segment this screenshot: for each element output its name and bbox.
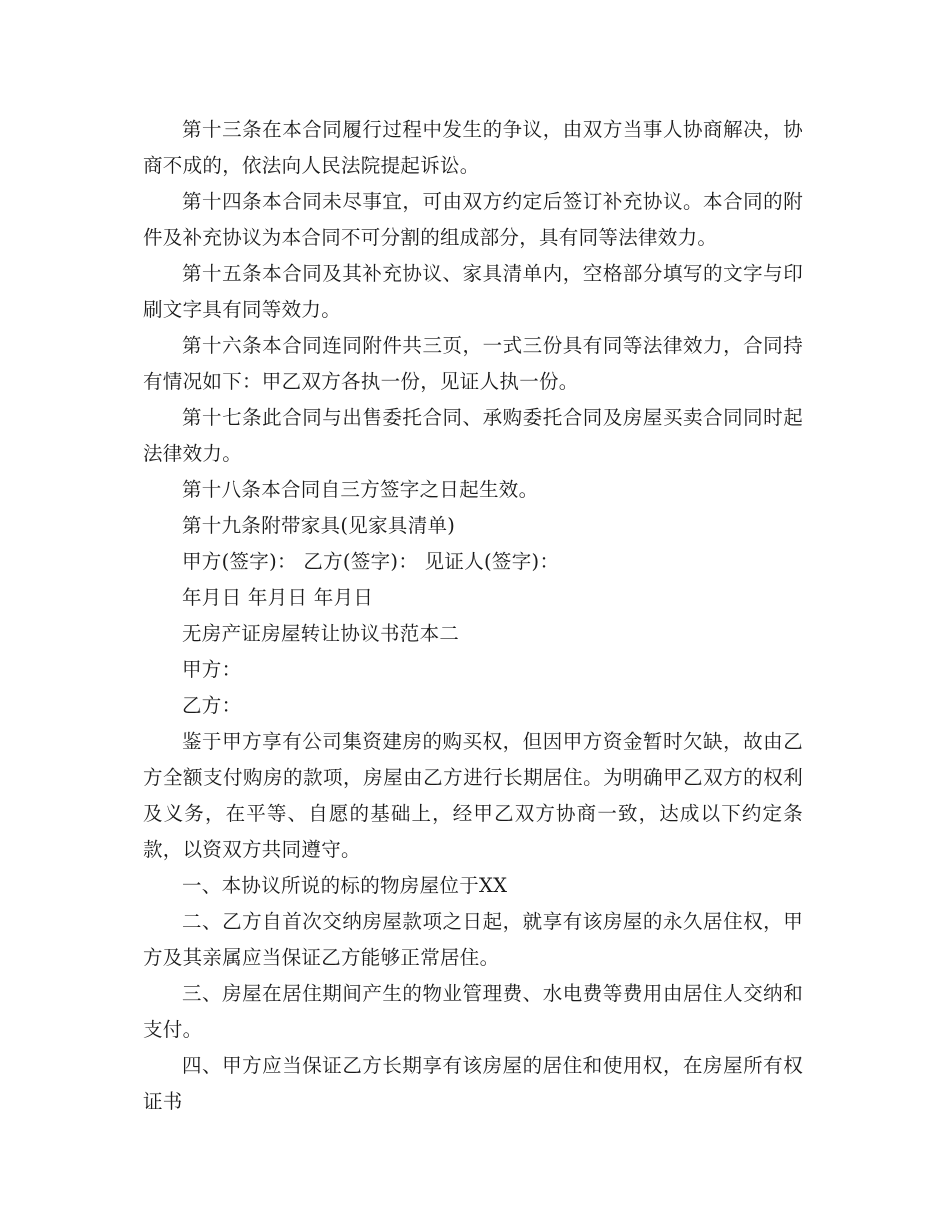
article-2: 二、乙方自首次交纳房屋款项之日起，就享有该房屋的永久居住权，甲方及其亲属应当保证乙方能够正常居住。 xyxy=(143,910,803,969)
section-title: 无房产证房屋转让协议书范本二 xyxy=(182,622,460,645)
clause-19: 第十九条附带家具(见家具清单) xyxy=(182,514,456,537)
clause-17: 第十七条此合同与出售委托合同、承购委托合同及房屋买卖合同同时起法律效力。 xyxy=(143,406,803,465)
clause-16: 第十六条本合同连同附件共三页，一式三份具有同等法律效力，合同持有情况如下：甲乙双方各执一份，见证人执一份。 xyxy=(143,334,803,393)
clause-15: 第十五条本合同及其补充协议、家具清单内，空格部分填写的文字与印刷文字具有同等效力。 xyxy=(143,262,803,321)
document-body xyxy=(143,112,803,1120)
article-4: 四、甲方应当保证乙方长期享有该房屋的居住和使用权，在房屋所有权证书 xyxy=(143,1054,803,1113)
signature-line: 甲方(签字)： 乙方(签字)： 见证人(签字)： xyxy=(182,550,560,573)
article-3: 三、房屋在居住期间产生的物业管理费、水电费等费用由居住人交纳和支付。 xyxy=(143,982,803,1041)
preamble-paragraph: 鉴于甲方享有公司集资建房的购买权，但因甲方资金暂时欠缺，故由乙方全额支付购房的款项，房屋由乙方进行长期居住。为明确甲乙双方的权利及义务，在平等、自愿的基础上，经甲乙双方协商一致，达成以下约定条款，以资双方共同遵守。 xyxy=(143,730,803,861)
clause-13: 第十三条在本合同履行过程中发生的争议，由双方当事人协商解决，协商不成的，依法向人民法院提起诉讼。 xyxy=(143,118,803,177)
date-line: 年月日 年月日 年月日 xyxy=(182,586,374,609)
article-1: 一、本协议所说的标的物房屋位于XX xyxy=(182,874,508,897)
party-b-line: 乙方： xyxy=(182,694,242,717)
clause-14: 第十四条本合同未尽事宜，可由双方约定后签订补充协议。本合同的附件及补充协议为本合同不可分割的组成部分，具有同等法律效力。 xyxy=(143,190,803,249)
party-a-line: 甲方： xyxy=(182,658,242,681)
clause-18: 第十八条本合同自三方签字之日起生效。 xyxy=(182,478,539,501)
